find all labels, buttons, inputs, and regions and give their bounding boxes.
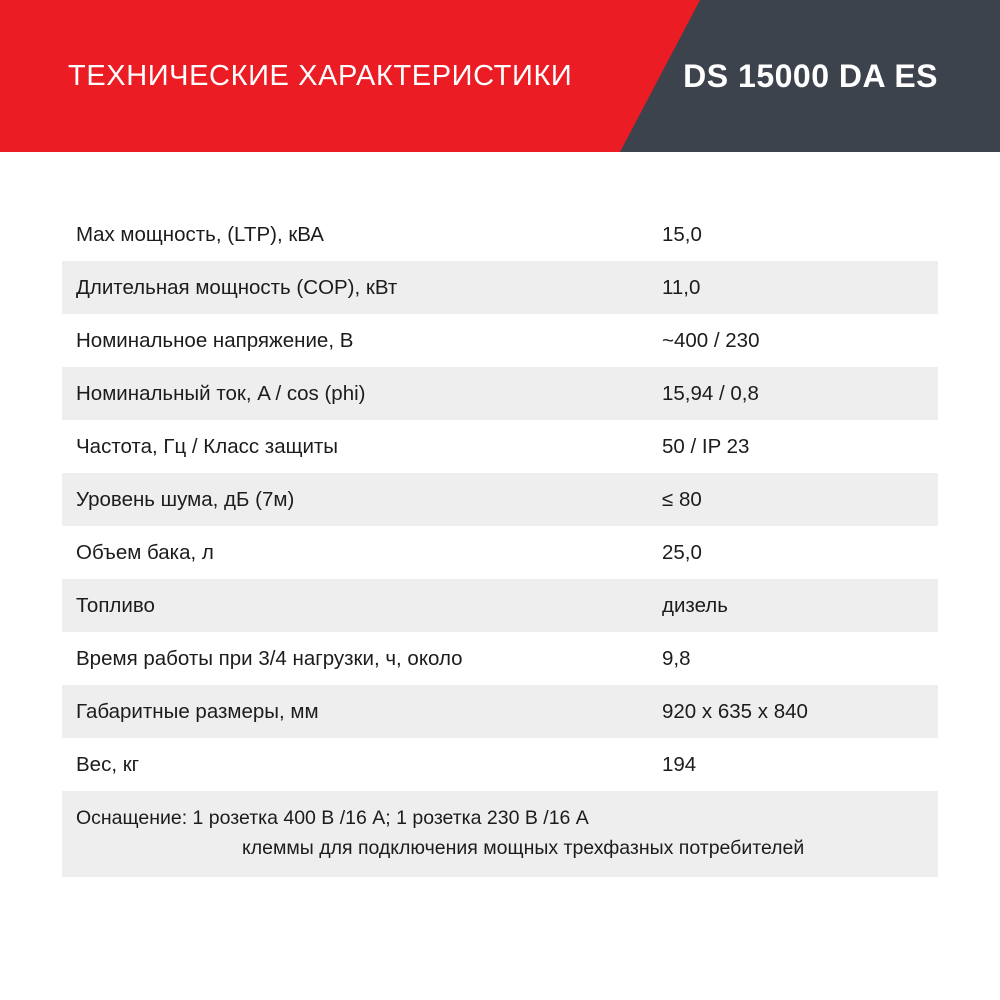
- spec-value: 15,0: [662, 222, 702, 246]
- table-row: [62, 208, 938, 261]
- spec-value: 9,8: [662, 646, 691, 670]
- product-model: DS 15000 DA ES: [683, 57, 938, 94]
- spec-label: Max мощность, (LTP), кВА: [76, 222, 324, 246]
- spec-value: ≤ 80: [662, 487, 702, 511]
- spec-label: Номинальный ток, A / cos (phi): [76, 381, 366, 405]
- spec-label: Топливо: [76, 593, 155, 617]
- page-title: ТЕХНИЧЕСКИЕ ХАРАКТЕРИСТИКИ: [68, 59, 573, 92]
- spec-value: 920 x 635 x 840: [662, 699, 808, 723]
- spec-label: Время работы при 3/4 нагрузки, ч, около: [76, 646, 463, 670]
- spec-value: 50 / IP 23: [662, 434, 750, 458]
- table-row: [62, 420, 938, 473]
- header-banner: [0, 0, 1000, 152]
- spec-label: Габаритные размеры, мм: [76, 699, 319, 723]
- spec-value: ~400 / 230: [662, 328, 760, 352]
- table-row: [62, 579, 938, 632]
- table-row: [62, 738, 938, 791]
- table-row: [62, 367, 938, 420]
- table-row: [62, 261, 938, 314]
- equipment-line-2: клеммы для подключения мощных трехфазных потребителей: [242, 837, 805, 860]
- specifications-table: [62, 208, 938, 877]
- spec-value: дизель: [662, 593, 728, 617]
- spec-value: 25,0: [662, 540, 702, 564]
- spec-label: Уровень шума, дБ (7м): [76, 487, 295, 511]
- spec-value: 11,0: [662, 275, 701, 299]
- spec-value: 194: [662, 752, 697, 776]
- spec-label: Объем бака, л: [76, 540, 214, 564]
- spec-label: Длительная мощность (COP), кВт: [76, 275, 398, 299]
- equipment-row: [62, 791, 938, 877]
- equipment-line-1: Оснащение: 1 розетка 400 В /16 А; 1 розетка 230 В /16 А: [76, 807, 589, 829]
- table-row: [62, 685, 938, 738]
- table-row: [62, 314, 938, 367]
- table-row: [62, 632, 938, 685]
- spec-label: Номинальное напряжение, В: [76, 328, 354, 352]
- table-row: [62, 473, 938, 526]
- spec-value: 15,94 / 0,8: [662, 381, 759, 405]
- spec-label: Частота, Гц / Класс защиты: [76, 434, 339, 458]
- table-row: [62, 526, 938, 579]
- spec-label: Вес, кг: [76, 752, 140, 776]
